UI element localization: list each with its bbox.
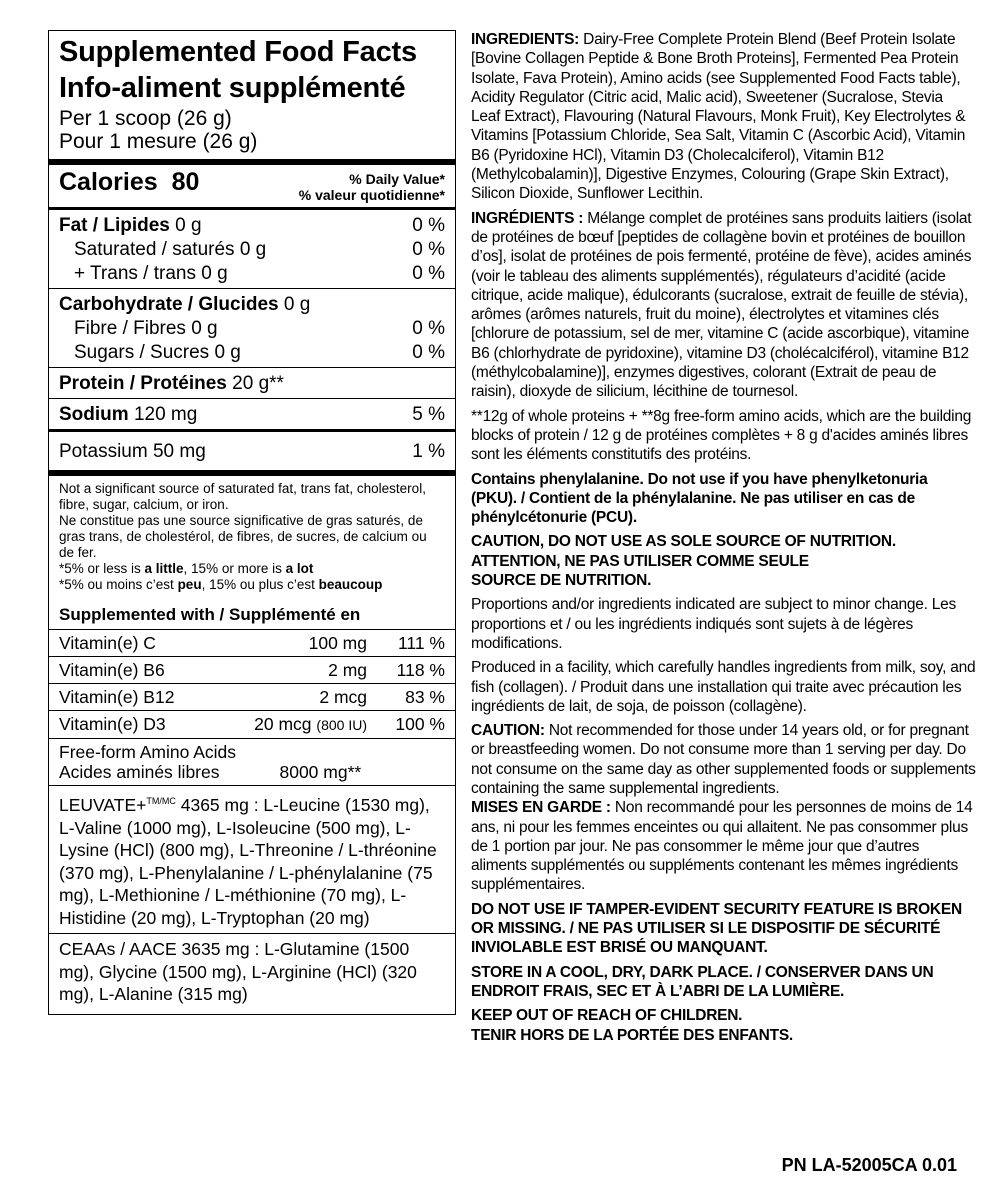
- facts-title-en: Supplemented Food Facts: [59, 36, 417, 68]
- vitamin-row: [59, 657, 445, 683]
- nutrient-row-protein: [59, 372, 445, 396]
- ceaas-blend: CEAAs / AACE 3635 mg : L-Glutamine (1500 mg), Glycine (1500 mg), L-Arginine (HCl) (320 mg), L-Alanine (315 mg): [59, 939, 417, 1004]
- nutrient-row-saturated: [59, 238, 445, 262]
- protein-note: **12g of whole proteins + **8g free-form amino acids, which are the building blocks of protein / 12 g de protéines complètes + 8 g d'acides aminés libres sont les éléments constitutifs des protéins.: [471, 407, 972, 464]
- free-form-label-fr: Acides aminés libres: [59, 762, 220, 782]
- vitamin-row: [59, 630, 445, 656]
- footnote-fr: Ne constitue pas une source significative de gras saturés, de gras trans, de cholestérol, de fibres, de sucres, de calcium ou de fer.: [59, 513, 427, 560]
- supplemented-food-facts-table: [48, 30, 456, 1015]
- vitamin-name: Vitamin(e) D3: [59, 714, 166, 734]
- vitamin-amount: 100 mg: [308, 633, 367, 653]
- calories-row: [59, 165, 445, 207]
- serving-size-fr: Pour 1 mesure (26 g): [59, 130, 258, 153]
- vitamin-amount: 2 mg: [328, 660, 367, 680]
- facts-footnote: [59, 476, 445, 599]
- storage-instructions: STORE IN A COOL, DRY, DARK PLACE. / CONSERVER DANS UN ENDROIT FRAIS, SEC ET À L’ABRI DE LA LUMIÈRE.: [471, 963, 934, 1000]
- sugars-label: Sugars / Sucres: [74, 342, 210, 363]
- vitamin-name: Vitamin(e) B12: [59, 687, 175, 707]
- vitamin-row: [59, 684, 445, 710]
- fat-section: [59, 210, 445, 288]
- leuvate-text: 4365 mg : L-Leucine (1530 mg), L-Valine (1000 mg), L-Isoleucine (500 mg), L-Lysine (HCl) (800 mg), L-Threonine / L-thréonine (370 mg), L-Phenylalanine / L-phénylalanine (75 mg), L-Methionine / L-méthionine (70 mg), L-Histidine (20 mg), L-Tryptophan (20 mg): [59, 795, 437, 928]
- trans-label: + Trans / trans: [74, 263, 196, 284]
- label-text-column: [471, 30, 976, 1050]
- sodium-section: [59, 399, 445, 429]
- fibre-amount: 0 g: [191, 318, 218, 339]
- fibre-dv: 0 %: [412, 318, 445, 339]
- saturated-label: Saturated / saturés: [74, 239, 235, 260]
- calories-label: Calories: [59, 168, 158, 196]
- caution-en: CAUTION: Not recommended for those under 14 years old, or for pregnant or breastfeeding women. Do not consume more than 1 serving per day. Do not consume on the same day as other supplemented foods or supplements containing the same supplemental ingredients.: [471, 722, 976, 797]
- nutrient-row-potassium: [59, 440, 445, 464]
- facts-title-fr: Info-aliment supplémenté: [59, 72, 406, 104]
- leuvate-name: LEUVATE+: [59, 795, 147, 815]
- fat-amount: 0 g: [175, 215, 202, 236]
- vitamin-dv: 100 %: [395, 714, 445, 734]
- potassium-amount: 50 mg: [152, 441, 206, 462]
- fat-dv: 0 %: [412, 215, 445, 236]
- calories-value: 80: [171, 168, 200, 196]
- saturated-dv: 0 %: [412, 239, 445, 260]
- vitamin-dv: 118 %: [396, 660, 445, 680]
- vitamin-list: [59, 630, 445, 739]
- part-number: PN LA-52005CA 0.01: [781, 1155, 957, 1175]
- sodium-amount: 120 mg: [133, 404, 198, 425]
- proportions-note: Proportions and/or ingredients indicated are subject to minor change. Les proportions et / ou les ingrédients indiqués sont sujets à de légères modifications.: [471, 596, 956, 652]
- footnote-dv-en: *5% or less is a little, 15% or more is a lot: [59, 561, 314, 576]
- sugars-dv: 0 %: [412, 342, 445, 363]
- tamper-warning: DO NOT USE IF TAMPER-EVIDENT SECURITY FEATURE IS BROKEN OR MISSING. / NE PAS UTILISER SI LE DISPOSITIF DE SÉCURITÉ INVIOLABLE EST BRISÉ OU MANQUANT.: [471, 900, 962, 957]
- protein-label: Protein / Protéines: [59, 373, 227, 394]
- nutrient-row-fibre: [59, 317, 445, 341]
- protein-amount: 20 g**: [232, 373, 284, 394]
- serving-size-en: Per 1 scoop (26 g): [59, 107, 232, 130]
- daily-value-header: [299, 171, 445, 203]
- fat-label: Fat / Lipides: [59, 215, 170, 236]
- sole-source-caution: CAUTION, DO NOT USE AS SOLE SOURCE OF NUTRITION. ATTENTION, NE PAS UTILISER COMME SEULE SOURCE DE NUTRITION.: [471, 533, 896, 590]
- potassium-label: Potassium: [59, 441, 148, 462]
- trans-dv: 0 %: [412, 263, 445, 284]
- nutrient-row-fat: [59, 214, 445, 238]
- nutrient-row-sodium: [59, 403, 445, 427]
- sugars-amount: 0 g: [214, 342, 241, 363]
- sodium-label: Sodium: [59, 404, 129, 425]
- carbohydrate-section: [59, 289, 445, 367]
- facility-note: Produced in a facility, which carefully handles ingredients from milk, soy, and fish (collagen). / Produit dans une installation qui traite avec précaution les ingrédients de lait, de soja, de poisson (collagène).: [471, 659, 976, 715]
- pku-warning: Contains phenylalanine. Do not use if you have phenylketonuria (PKU). / Contient de la phénylalanine. Ne pas utiliser en cas de phénylcétonurie (PCU).: [471, 470, 928, 527]
- vitamin-amount: 2 mcg: [319, 687, 367, 707]
- footnote-dv-fr: *5% ou moins c’est peu, 15% ou plus c’est beaucoup: [59, 577, 383, 592]
- fibre-label: Fibre / Fibres: [74, 318, 186, 339]
- supplemented-heading: Supplemented with / Supplémenté en: [59, 605, 361, 624]
- daily-value-en: % Daily Value*: [349, 171, 445, 187]
- free-form-amino-acids: [59, 739, 445, 785]
- leuvate-blend: [59, 786, 445, 933]
- footnote-en: Not a significant source of saturated fat, trans fat, cholesterol, fibre, sugar, calcium, or iron.: [59, 481, 426, 512]
- keep-out-of-reach: KEEP OUT OF REACH OF CHILDREN. TENIR HORS DE LA PORTÉE DES ENFANTS.: [471, 1007, 793, 1044]
- vitamin-dv: 111 %: [397, 633, 445, 653]
- daily-value-fr: % valeur quotidienne*: [298, 187, 445, 203]
- vitamin-name: Vitamin(e) B6: [59, 660, 165, 680]
- protein-section: [59, 368, 445, 398]
- saturated-amount: 0 g: [239, 239, 267, 260]
- carb-amount: 0 g: [283, 294, 311, 315]
- trademark-mark: TM/MC: [146, 796, 176, 806]
- vitamin-iu: (800 IU): [316, 717, 367, 733]
- sodium-dv: 5 %: [412, 404, 445, 425]
- nutrient-row-trans: [59, 262, 445, 286]
- free-form-label-en: Free-form Amino Acids: [59, 742, 236, 762]
- caution-fr: MISES EN GARDE : Non recommandé pour les personnes de moins de 14 ans, ni pour les femmes enceintes ou qui allaitent. Ne pas consommer plus de 1 portion par jour. Ne pas consommer le même jour que d’autres aliments supplémentés ou suppléments contenant les mêmes ingrédients supplémentaires.: [471, 799, 973, 894]
- vitamin-dv: 83 %: [405, 687, 445, 707]
- nutrient-row-sugars: [59, 341, 445, 365]
- ingredients-fr: INGRÉDIENTS : Mélange complet de protéines sans produits laitiers (isolat de protéines de bœuf [peptides de collagène bovin et protéines de bouillon d’os], isolat de protéines de pois fermenté, protéine de fève), acides aminés (voir le tableau des aliments supplémentés), régulateurs d’acidité (acide citrique, acide malique), édulcorants (sucralose, extrait de feuille de stévia), arômes (arômes naturels, fruit du moine), électrolytes et vitamines clés [chlorure de potassium, sel de mer, vitamine C (acide ascorbique), vitamine B6 (chlorhydrate de pyridoxine), vitamine D3 (cholécalciférol), vitamine B12 (méthylcobalamine)], enzymes digestives, colorant (Extrait de peau de raisin), dioxyde de silicium, lécithine de tournesol.: [471, 209, 972, 401]
- trans-amount: 0 g: [201, 263, 228, 284]
- nutrient-row-carbohydrate: [59, 293, 445, 317]
- vitamin-row: [59, 711, 445, 738]
- vitamin-name: Vitamin(e) C: [59, 633, 156, 653]
- vitamin-amount: 20 mcg (800 IU): [254, 714, 367, 734]
- carb-label: Carbohydrate / Glucides: [59, 294, 279, 315]
- potassium-dv: 1 %: [412, 441, 445, 462]
- potassium-section: [59, 432, 445, 470]
- free-form-amount: 8000 mg**: [279, 762, 362, 782]
- ingredients-en: INGREDIENTS: Dairy-Free Complete Protein Blend (Beef Protein Isolate [Bovine Collagen Peptide & Bone Broth Proteins], Fermented Pea Protein Isolate, Fava Protein), Amino acids (see Supplemented Food Facts table), Acidity Regulator (Citric acid, Malic acid), Sweetener (Sucralose, Stevia Leaf Extract), Flavouring (Natural Flavours, Monk Fruit), Key Electrolytes & Vitamins [Potassium Chloride, Sea Salt, Vitamin C (Ascorbic Acid), Vitamin B6 (Pyridoxine HCl), Vitamin D3 (Cholecalciferol), Vitamin B12 (Methylcobalamin)], Digestive Enzymes, Colouring (Grape Skin Extract), Silicon Dioxide, Sunflower Lecithin.: [471, 31, 966, 203]
